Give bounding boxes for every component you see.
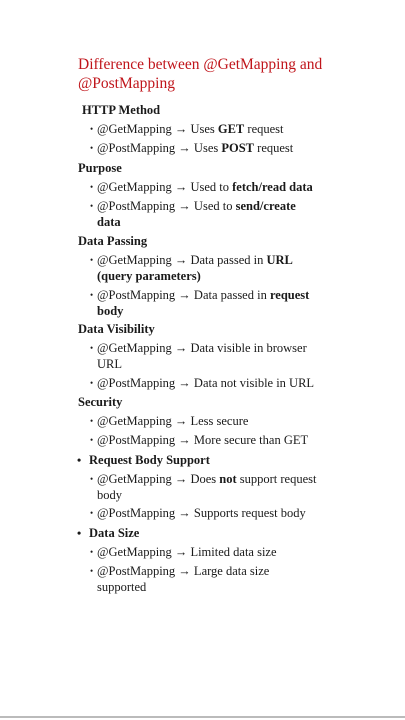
section-heading-data-size: • Data Size bbox=[77, 526, 140, 540]
list-item: • @PostMapping → Used to send/create data bbox=[90, 199, 296, 229]
list-item: • @GetMapping → Limited data size bbox=[90, 545, 277, 559]
section-heading-http-method: HTTP Method bbox=[82, 103, 161, 117]
list-item: • @PostMapping → Uses POST request bbox=[90, 141, 294, 155]
list-item: • @GetMapping → Used to fetch/read data bbox=[90, 180, 313, 194]
list-item: • @PostMapping → Data passed in request body bbox=[90, 288, 310, 318]
list-item: • @GetMapping → Uses GET request bbox=[90, 122, 284, 136]
list-item: • @GetMapping → Less secure bbox=[90, 414, 249, 428]
list-item: • @PostMapping → Supports request body bbox=[90, 506, 306, 520]
section-heading-security: Security bbox=[78, 395, 123, 409]
bottom-divider bbox=[0, 716, 405, 718]
section-heading-data-passing: Data Passing bbox=[78, 234, 148, 248]
page-title: Difference between @GetMapping and @PostMapping bbox=[78, 56, 323, 92]
list-item: • @GetMapping → Data visible in browser URL bbox=[90, 341, 307, 371]
section-heading-data-visibility: Data Visibility bbox=[78, 322, 155, 336]
section-heading-purpose: Purpose bbox=[78, 161, 122, 175]
list-item: • @PostMapping → Large data size supported bbox=[90, 564, 270, 594]
list-item: • @GetMapping → Does not support request body bbox=[90, 472, 317, 502]
list-item: • @PostMapping → Data not visible in URL bbox=[90, 376, 315, 390]
list-item: • @GetMapping → Data passed in URL (query parameters) bbox=[90, 253, 293, 283]
section-heading-request-body-support: • Request Body Support bbox=[77, 453, 210, 467]
list-item: • @PostMapping → More secure than GET bbox=[90, 433, 309, 447]
